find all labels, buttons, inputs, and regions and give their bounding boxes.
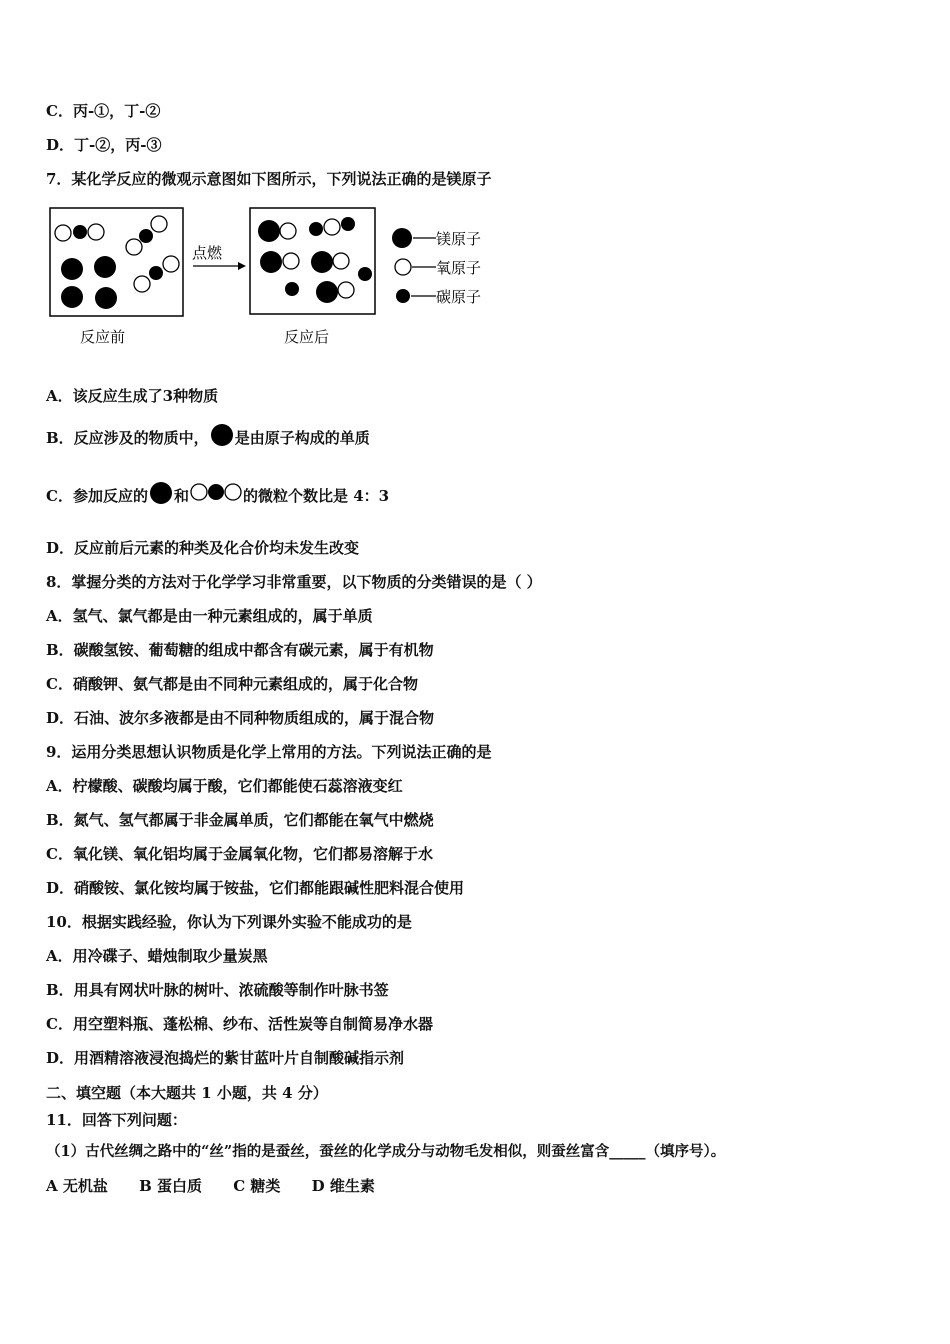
q11-part1: （1）古代丝绸之路中的“丝”指的是蚕丝，蚕丝的化学成分与动物毛发相似，则蚕丝富含_____（填序号）。 — [46, 1143, 726, 1160]
q9-option-c: C．氧化镁、氧化铝均属于金属氧化物，它们都易溶解于水 — [46, 845, 433, 863]
q10-option-c: C．用空塑料瓶、蓬松棉、纱布、活性炭等自制简易净水器 — [46, 1015, 433, 1033]
svg-text:镁原子: 镁原子 — [436, 230, 482, 248]
q11-stem: 11．回答下列问题： — [46, 1111, 187, 1129]
q11-choice-d: D 维生素 — [311, 1177, 375, 1195]
q8-option-a: A．氢气、氯气都是由一种元素组成的，属于单质 — [46, 607, 373, 625]
q10-option-a: A．用冷碟子、蜡烛制取少量炭黑 — [46, 947, 268, 965]
mgo-molecule — [311, 251, 349, 273]
co2-molecule — [55, 224, 104, 241]
section-heading: 二、填空题（本大题共 1 小题，共 4 分） — [46, 1084, 328, 1102]
q7-option-d: D．反应前后元素的种类及化合价均未发生改变 — [46, 539, 360, 557]
q10-option-b: B．用具有网状叶脉的树叶、浓硫酸等制作叶脉书签 — [46, 981, 389, 999]
legend-mg — [392, 228, 481, 248]
q7-option-b: B．反应涉及的物质中， 是由原子构成的单质 — [46, 426, 370, 456]
co2-molecule — [134, 256, 179, 292]
q7-option-c: C．参加反应的 和 的微粒个数比是 4：3 — [46, 484, 389, 514]
q7-option-a: A．该反应生成了3种物质 — [46, 387, 219, 405]
mgo-molecule — [316, 281, 354, 303]
reaction-diagram — [40, 200, 510, 360]
before-label: 反应前 — [80, 328, 126, 346]
q6-option-d: D．丁-②，丙-③ — [46, 136, 162, 154]
q9-stem: 9．运用分类思想认识物质是化学上常用的方法。下列说法正确的是 — [46, 743, 492, 761]
q11-choices — [46, 1176, 375, 1196]
q7-stem: 7．某化学反应的微观示意图如下图所示，下列说法正确的是镁原子 — [46, 170, 492, 188]
q9-option-d: D．硝酸铵、氯化铵均属于铵盐，它们都能跟碱性肥料混合使用 — [46, 879, 465, 897]
q10-option-d: D．用酒精溶液浸泡捣烂的紫甘蓝叶片自制酸碱指示剂 — [46, 1049, 405, 1067]
mg-atom — [95, 287, 117, 309]
q8-option-b: B．碳酸氢铵、葡萄糖的组成中都含有碳元素，属于有机物 — [46, 641, 434, 659]
q6-option-c: C．丙-①，丁-② — [46, 102, 161, 120]
mg-atom-icon — [209, 422, 235, 448]
c-atom — [285, 282, 299, 296]
svg-text:碳原子: 碳原子 — [436, 288, 482, 306]
q11-choice-b: B 蛋白质 — [139, 1177, 203, 1195]
q8-stem: 8．掌握分类的方法对于化学学习非常重要，以下物质的分类错误的是（ ） — [46, 573, 542, 591]
mg-atom — [61, 258, 83, 280]
q9-option-b: B．氮气、氢气都属于非金属单质，它们都能在氧气中燃烧 — [46, 811, 434, 829]
c-atom — [358, 267, 372, 281]
q10-stem: 10．根据实践经验，你认为下列课外实验不能成功的是 — [46, 913, 412, 931]
co2-molecule-icon — [189, 480, 243, 504]
legend-c — [396, 288, 481, 306]
mgo-molecule — [258, 220, 296, 242]
q11-choice-a: A 无机盐 — [46, 1177, 108, 1195]
q9-option-a: A．柠檬酸、碳酸均属于酸，它们都能使石蕊溶液变红 — [46, 777, 403, 795]
q8-option-c: C．硝酸钾、氨气都是由不同种元素组成的，属于化合物 — [46, 675, 418, 693]
legend-o — [395, 259, 481, 277]
co2-molecule — [126, 216, 167, 255]
mg-atom — [61, 286, 83, 308]
mg-atom-icon — [148, 480, 174, 506]
q11-choice-c: C 糖类 — [233, 1177, 281, 1195]
mg-atom — [94, 256, 116, 278]
arrow-label: 点燃 — [192, 244, 223, 262]
co2-molecule — [309, 217, 355, 236]
after-label: 反应后 — [284, 328, 330, 346]
svg-text:氧原子: 氧原子 — [436, 259, 482, 277]
q8-option-d: D．石油、波尔多液都是由不同种物质组成的，属于混合物 — [46, 709, 435, 727]
mgo-molecule — [260, 251, 299, 273]
